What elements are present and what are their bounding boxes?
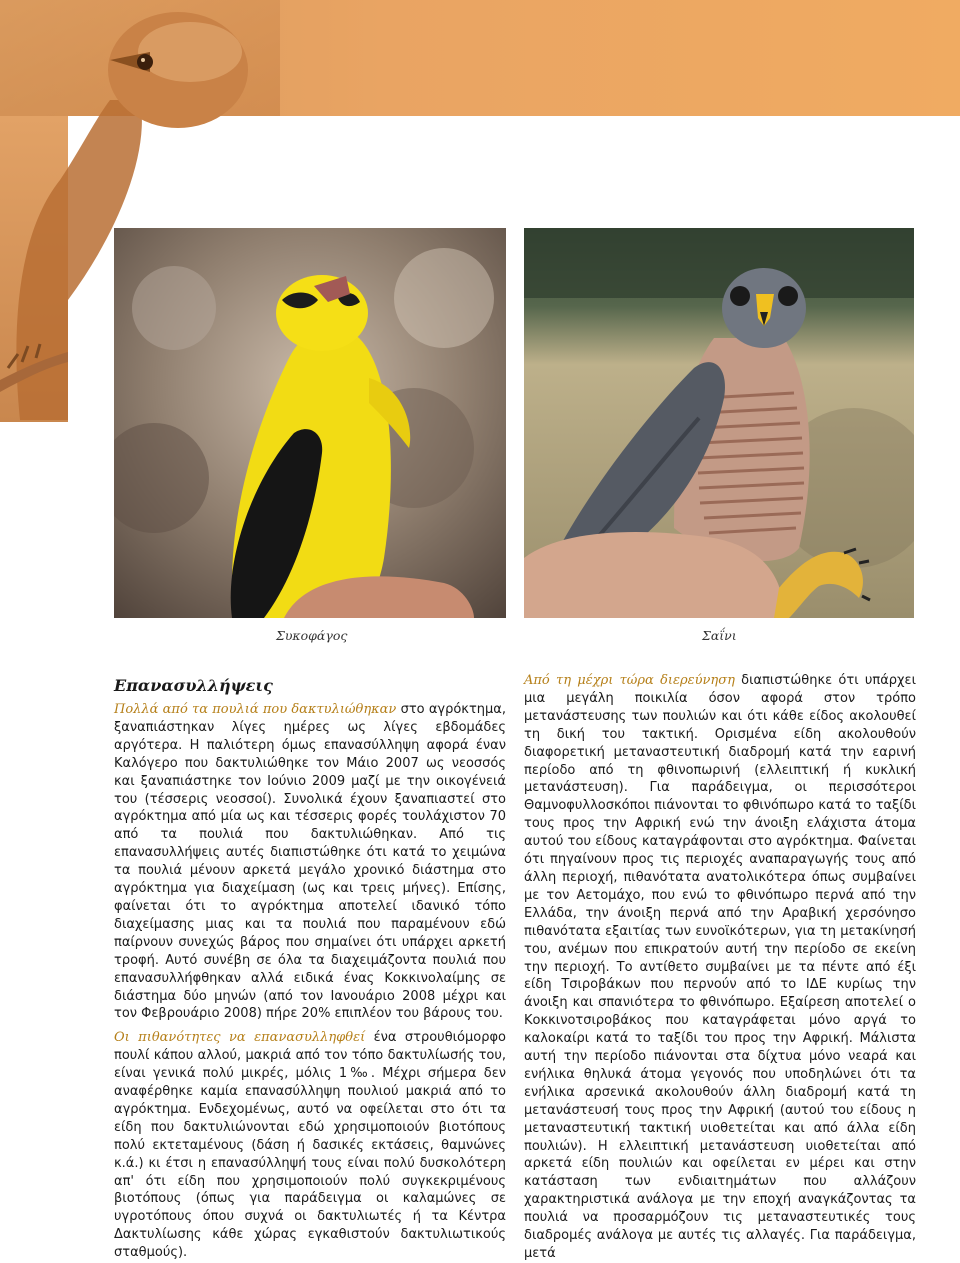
caption-oriole: Συκοφάγος [276, 628, 348, 643]
paragraph-probabilities [114, 1029, 506, 1262]
left-column [114, 676, 506, 1262]
paragraph-recaptures [114, 701, 506, 1023]
paragraph-migration [524, 672, 916, 1263]
lead-in: Από τη μέχρι τώρα διερεύνηση [524, 673, 735, 688]
hawk-photo [524, 228, 914, 618]
lead-in: Οι πιθανότητες να επανασυλληφθεί [114, 1030, 366, 1046]
right-column [524, 672, 916, 1263]
caption-hawk: Σαΐνι [702, 628, 737, 643]
lead-in: Πολλά από τα πουλιά που δακτυλιώθηκαν [114, 702, 397, 717]
paragraph-text: διαπιστώθηκε ότι υπάρχει μια μεγάλη ποικιλία όσον αφορά στον τρόπο μετανάστευσης των πουλιών και ότι κάθε είδος ακολουθεί τη δική του τακτική. Ορισμένα είδη ακολουθούν διαφορετική μεταναστευτική διαδρομή κατά την εαρινή περίοδο από τη φθινοπωρινή (ελλειπτική ή κυκλική μετανάστευση). Για παράδειγμα, οι περισσότεροι Θαμνοφυλλοσκόποι πιάνονται το φθινόπωρο κατά το ταξίδι τους προς την Αφρική ενώ την άνοιξη ελάχιστα άτομα αυτού του είδους καταγράφονται στο αγρόκτημα. Φαίνεται ότι πηγαίνουν προς τις περιοχές αναπαραγωγής τους από άλλη περιοχή, πιθανότατα ανατολικότερα όπως συμβαίνει με τον Αετομάχο, που ενώ το φθινόπωρο περνά από την Ελλάδα, την άνοιξη περνά από την Αραβική χερσόνησο πιθανότατα εξαιτίας των ευνοϊκότερων, για τη μετακίνησή του, ανέμων που επικρατούν αυτή την περίοδο σε εκείνη την περιοχή. Το αντίθετο συμβαίνει με τα πέντε από έξι είδη Τσιροβάκων που περνούν από το ΙΔΕ κυρίως την άνοιξη και σπανιότερα το φθινόπωρο. Εξαίρεση αποτελεί ο Κοκκινοτσιροβάκος που καταγράφεται μόνο αργά το καλοκαίρι κατά το ταξίδι του προς την Αφρική. Μάλιστα αυτή την περίοδο πιάνονται στα δίχτυα μόνο νεαρά και ενήλικα θηλυκά άτομα γεγονός που υποδηλώνει ότι τα ενήλικα αρσενικά ακολουθούν άλλη διαδρομή κατά τη μετανάστευσή τους προς την Αφρική (αυτού του είδους η μεταναστευτική τακτική υιοθετείται και από άλλα είδη πουλιών). Η ελλειπτική μετανάστευση υιοθετείται από αρκετά είδη πουλιών και οφείλεται εν μέρει και στην κατάσταση των ενδιαιτημάτων που αλλάζουν χαρακτηριστικά ανάλογα με την εποχή αναγκάζοντας τα πουλιά να προσαρμόζουν τις μεταναστευτικές τους διαδρομές ανάλογα με αυτές τις αλλαγές. Για παράδειγμα, μετά [524, 673, 916, 1261]
oriole-photo [114, 228, 506, 618]
section-title: Επανασυλλήψεις [114, 676, 273, 695]
paragraph-text: στο αγρόκτημα, ξαναπιάστηκαν λίγες ημέρες ως λίγες εβδομάδες αργότερα. Η παλιότερη όμως επανασύλληψη αφορά έναν Καλόγερο που δακτυλιώθηκε τον Μάιο 2007 ως νεοσσός και ξαναπιάστηκε τον Ιούνιο 2009 μαζί με την οικογένειά του (τέσσερις νεοσσοί). Συνολικά έχουν ξαναπιαστεί στο αγρόκτημα από μία ως και τέσσερις φορές τουλάχιστον 70 από τα πουλιά που δακτυλιώθηκαν. Από τις επανασυλλήψεις αυτές διαπιστώθηκε ότι κατά το χειμώνα τα πουλιά μένουν αρκετά μεγάλο χρονικό διάστημα στο αγρόκτημα για διαχείμαση (ως και τρεις μήνες). Επίσης, φαίνεται ότι το αγρόκτημα αποτελεί ιδανικό τόπο διαχείμασης μιας και τα πουλιά που παραμένουν εδώ παίρνουν συνεχώς βάρος που σημαίνει ότι υπάρχει αρκετή τροφή. Αυτό συνέβη σε όλα τα διαχειμάζοντα πουλιά που επανασυλλήφθηκαν αλλά ειδικά ένας Κοκκινολαίμης σε διάστημα δύο μηνών (από τον Ιανουάριο 2008 μέχρι και τον Φεβρουάριο 2008) πήρε 20% επιπλέον του βάρους του. [114, 702, 506, 1022]
paragraph-text: ένα στρουθιόμορφο πουλί κάπου αλλού, μακριά από τον τόπο δακτυλίωσής του, είναι γενικά πολύ μικρές, μόλις 1‰. Μέχρι σήμερα δεν αναφέρθηκε καμία επανασύλληψη πουλιού μακριά από το αγρόκτημα. Ενδεχομένως, αυτό να οφείλεται στο ότι τα είδη που δακτυλιώνονται εδώ χρησιμοποιούν βιοτόπους πολύ εκτεταμένους (δάση ή δασικές εκτάσεις, θαμνώνες κ.ά.) κι έτσι η επανασύλληψή τους είναι πολύ δυσκολότερη απ' ότι είδη που χρησιμοποιούν πολύ συγκεκριμένους βιοτόπους (όπως για παράδειγμα οι καλαμώνες σε υγροτόπους όπου συχνά οι δακτυλιωτές ή τα Κέντρα Δακτυλίωσης κάθε χώρας εγκαθιστούν δακτυλιωτικούς σταθμούς). [114, 1030, 506, 1261]
